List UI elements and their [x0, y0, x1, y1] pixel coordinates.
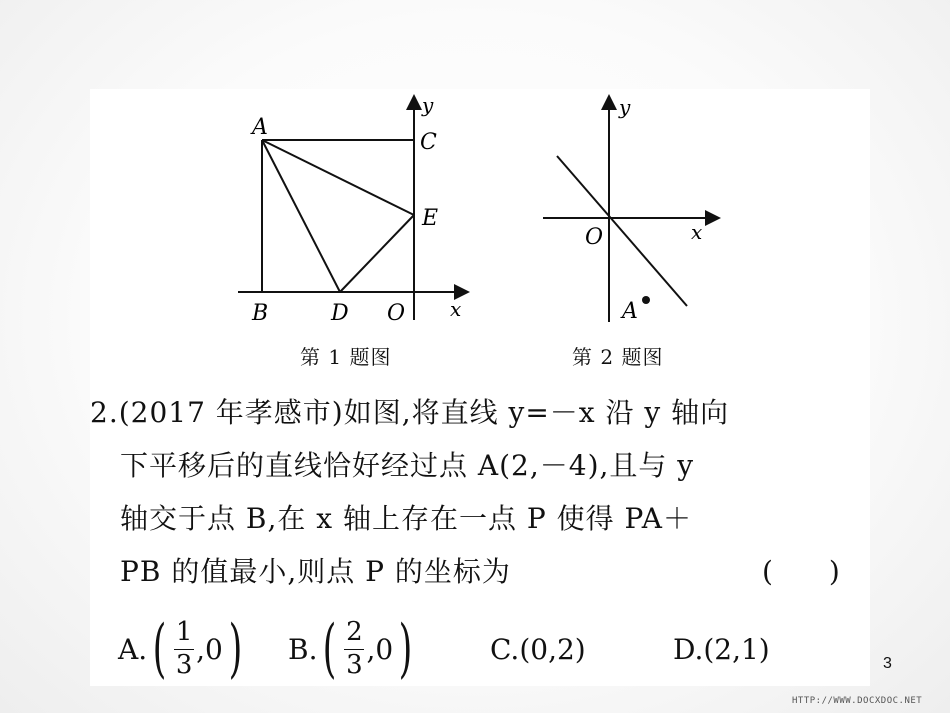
option-A-numerator: 1: [175, 617, 193, 648]
slide-panel: [90, 89, 870, 686]
segment-DE: [340, 215, 414, 292]
point-label-A: A: [622, 299, 638, 324]
option-B-tail: ,0: [366, 632, 394, 666]
point-label-O: O: [585, 225, 604, 250]
segment-AD: [262, 140, 340, 292]
option-A-tail: ,0: [196, 632, 223, 666]
point-label-O: O: [387, 301, 406, 326]
figure-1-diagram: [230, 94, 475, 329]
option-D[interactable]: [673, 614, 770, 684]
option-C[interactable]: [490, 614, 586, 684]
figure-1-caption: 第 1 题图: [300, 345, 392, 369]
option-A-denominator: 3: [175, 649, 193, 680]
option-B-fraction: [344, 619, 364, 679]
figure-2: [535, 94, 725, 329]
point-label-A: A: [252, 115, 268, 140]
figure-2-diagram: [535, 94, 725, 329]
option-B-right-paren: ): [398, 612, 413, 686]
line-y-neg-x: [557, 156, 687, 306]
point-label-B: B: [252, 301, 269, 326]
point-label-D: D: [331, 301, 349, 326]
watermark-url: HTTP://WWW.DOCXDOC.NET: [792, 696, 923, 706]
point-label-E: E: [422, 206, 439, 231]
option-A-fraction: [174, 619, 194, 679]
question-line-2: 下平移后的直线恰好经过点 A(2,－4),且与 y: [120, 449, 695, 482]
figure-1: [230, 94, 475, 329]
axis-label-y: y: [619, 95, 631, 119]
question-line-3: 轴交于点 B,在 x 轴上存在一点 P 使得 PA＋: [120, 502, 693, 535]
options-row: [118, 614, 818, 684]
axis-label-x: x: [691, 220, 703, 244]
option-B-left-paren: (: [323, 612, 337, 686]
axis-label-x: x: [450, 297, 462, 321]
option-B-numerator: 2: [346, 617, 363, 648]
option-A[interactable]: [118, 614, 248, 684]
answer-bracket: ( ): [762, 555, 840, 588]
option-A-left-paren: (: [152, 612, 167, 686]
option-B-denominator: 3: [346, 649, 363, 680]
option-A-right-paren: ): [228, 612, 243, 686]
axis-label-y: y: [422, 94, 434, 117]
page-number: 3: [883, 655, 892, 672]
question-line-4: PB 的值最小,则点 P 的坐标为: [120, 555, 511, 588]
segment-AE: [262, 140, 414, 215]
question-line-1: 2.(2017 年孝感市)如图,将直线 y=－x 沿 y 轴向: [90, 396, 730, 429]
point-A-dot: [642, 296, 650, 304]
figure-2-caption: 第 2 题图: [572, 345, 664, 369]
option-B-label: B.: [288, 632, 318, 666]
option-C-text: C.(0,2): [490, 632, 586, 666]
option-D-text: D.(2,1): [673, 632, 770, 666]
point-label-C: C: [420, 130, 437, 155]
option-A-label: A.: [118, 632, 148, 666]
option-B[interactable]: [288, 614, 418, 684]
